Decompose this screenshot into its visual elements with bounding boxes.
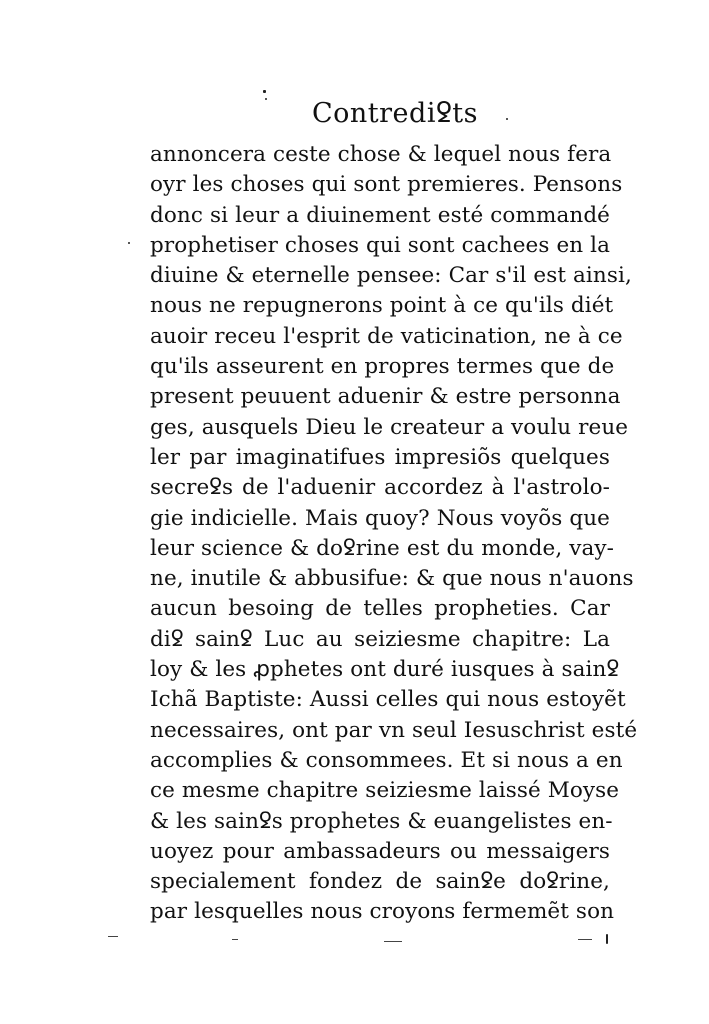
scan-mark xyxy=(108,936,118,937)
running-head: Contrediꝿts xyxy=(312,98,478,129)
scan-mark xyxy=(232,939,238,940)
text-line: present peuuent aduenir & estre personna xyxy=(150,384,621,410)
text-line: Ichã Baptiste: Aussi celles qui nous estoyẽt xyxy=(150,687,626,713)
text-line: annoncera ceste chose & lequel nous fera xyxy=(150,142,612,167)
text-line: aucun besoing de telles propheties. Car xyxy=(150,596,610,622)
text-line: ne, inutile & abbusifue: & que nous n'auons xyxy=(150,566,634,592)
text-line: ce mesme chapitre seiziesme laissé Moyse xyxy=(150,778,620,804)
text-line: gie indicielle. Mais quoy? Nous voyõs que xyxy=(150,505,610,531)
text-line: nous ne repugnerons point à ce qu'ils diét xyxy=(150,293,614,319)
text-line: accomplies & consommees. Et si nous a en xyxy=(150,747,623,773)
text-line: oyr les choses qui sont premieres. Pensons xyxy=(150,172,623,198)
text-line: donc si leur a diuinement esté commandé xyxy=(150,202,610,228)
scan-mark xyxy=(578,939,592,940)
ink-speck xyxy=(265,98,267,100)
text-line: auoir receu l'esprit de vaticination, ne à ce xyxy=(150,323,623,349)
text-line: diuine & eternelle pensee: Car s'il est ainsi, xyxy=(150,263,632,289)
text-line: leur science & doꝿrine est du monde, vay- xyxy=(150,535,614,561)
text-line: uoyez pour ambassadeurs ou messaigers xyxy=(150,838,610,864)
text-line: par lesquelles nous croyons fermemẽt son xyxy=(150,899,615,925)
ink-speck xyxy=(263,90,266,93)
scan-mark xyxy=(384,941,402,942)
text-line: necessaires, ont par vn seul Iesuschrist esté xyxy=(150,717,638,743)
text-block xyxy=(150,140,638,928)
text-line: diꝿ sainꝿ Luc au seiziesme chapitre: La xyxy=(150,626,610,652)
text-line: secreꝿs de l'aduenir accordez à l'astrolo- xyxy=(150,475,610,501)
text-line: qu'ils asseurent en propres termes que de xyxy=(150,354,615,380)
text-line: & les sainꝿs prophetes & euangelistes en- xyxy=(150,808,613,834)
text-line: prophetiser choses qui sont cachees en la xyxy=(150,232,611,258)
text-line: ler par imaginatifues impresiõs quelques xyxy=(150,444,610,470)
text-line: ges, ausquels Dieu le createur a voulu reue xyxy=(150,414,629,440)
text-line: loy & les ꝓphetes ont duré iusques à sainꝿ xyxy=(150,657,620,683)
ink-speck xyxy=(506,118,508,120)
ink-speck xyxy=(128,242,130,244)
ink-speck xyxy=(606,934,608,944)
text-line: specialement fondez de sainꝿe doꝿrine, xyxy=(150,869,610,895)
